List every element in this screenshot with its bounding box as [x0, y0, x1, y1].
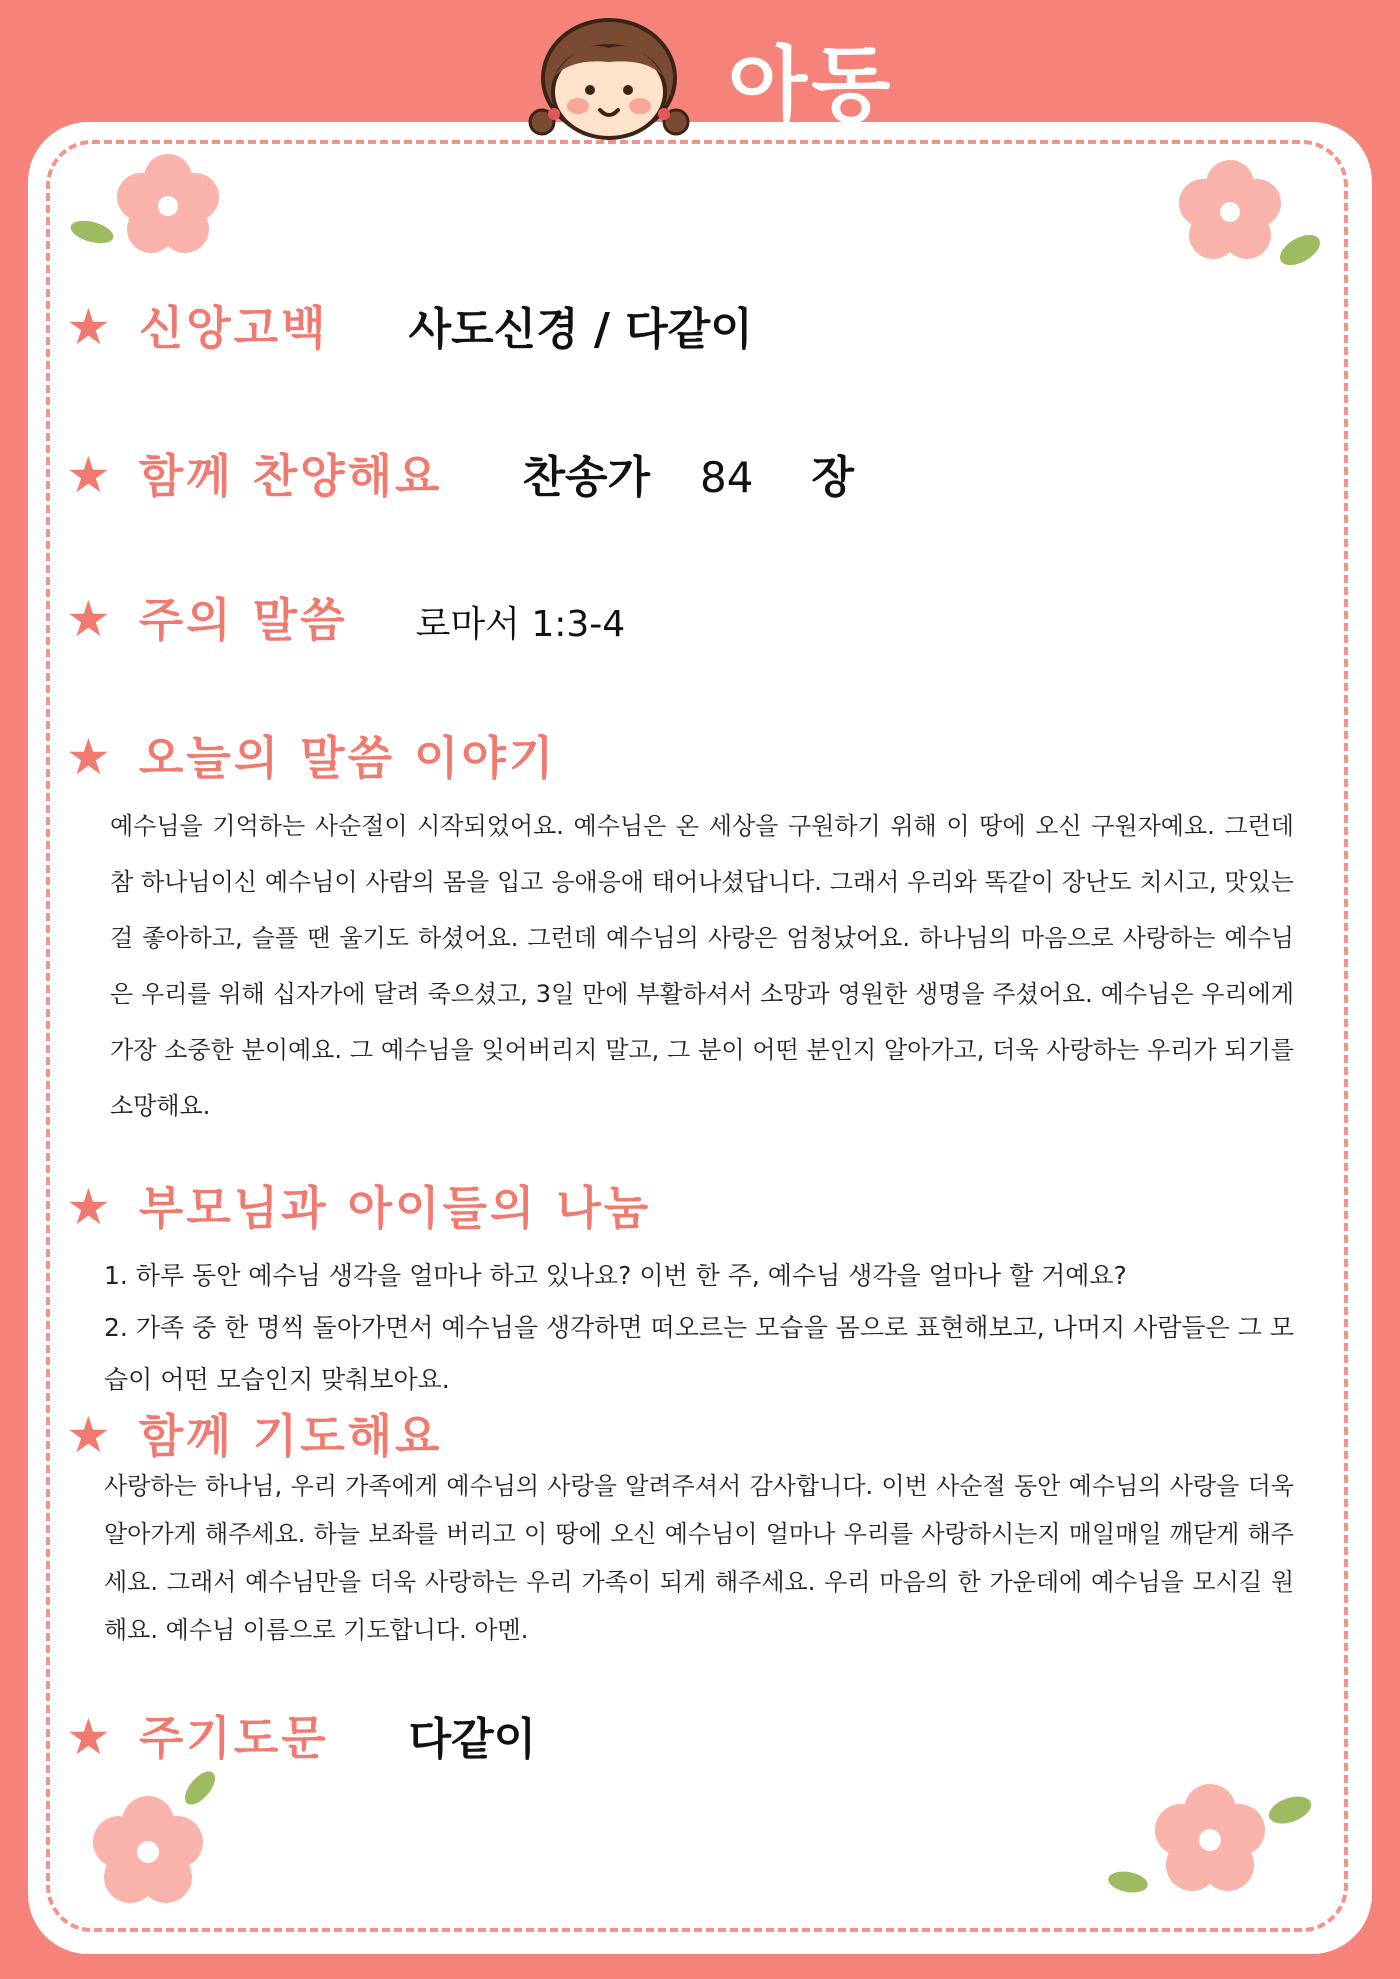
star-icon: ★: [66, 298, 111, 356]
section-praise: [66, 440, 854, 506]
section-creed: [66, 292, 753, 358]
section-scripture: [66, 584, 625, 650]
flower-icon: [1168, 150, 1328, 270]
prayer-text: 사랑하는 하나님, 우리 가족에게 예수님의 사랑을 알려주셔서 감사합니다. 이번 사순절 동안 예수님의 사랑을 더욱 알아가게 해주세요. 하늘 보좌를 버리고 이 땅에 오신 예수님이 얼마나 우리를 사랑하시는지 매일매일 깨닫게 해주세요. 그래서 예수님만을 더욱 사랑하는 우리 가족이 되게 해주세요. 우리 마음의 한 가운데에 예수님을 모시길 원해요. 예수님 이름으로 기도합니다. 아멘.: [104, 1472, 1294, 1644]
section-story: [66, 722, 556, 788]
header-title: 아동: [728, 38, 895, 133]
star-icon: ★: [66, 590, 111, 648]
hymn-number: 84: [699, 453, 754, 502]
section-lordsprayer: [66, 1702, 536, 1768]
star-icon: ★: [66, 1708, 111, 1766]
creed-value: 사도신경 / 다같이: [408, 304, 753, 355]
flower-icon: [66, 150, 226, 260]
star-icon: ★: [66, 728, 111, 786]
lordsprayer-value: 다같이: [408, 1714, 537, 1765]
creed-label: 신앙고백: [138, 301, 329, 355]
list-item: 1. 하루 동안 예수님 생각을 얼마나 하고 있나요? 이번 한 주, 예수님 생각을 얼마나 할 거예요?: [104, 1261, 1127, 1290]
sharing-label: 부모님과 아이들의 나눔: [138, 1181, 652, 1235]
star-icon: ★: [66, 446, 111, 504]
prayer-label: 함께 기도해요: [138, 1409, 443, 1463]
scripture-label: 주의 말씀: [138, 593, 348, 647]
story-label: 오늘의 말씀 이야기: [138, 731, 557, 785]
hymnbook-label: 찬송가: [522, 452, 650, 503]
star-icon: ★: [66, 1178, 111, 1236]
list-item: 2. 가족 중 한 명씩 돌아가면서 예수님을 생각하면 떠오르는 모습을 몸으로 표현해보고, 나머지 사람들은 그 모습이 어떤 모습인지 맞춰보아요.: [104, 1313, 1294, 1394]
lordsprayer-label: 주기도문: [138, 1711, 329, 1765]
flower-icon: [1090, 1770, 1340, 1910]
section-prayer: [66, 1400, 442, 1466]
sharing-list: [104, 1250, 1294, 1406]
scripture-reference: 로마서 1:3-4: [415, 604, 626, 645]
praise-label: 함께 찬양해요: [138, 449, 443, 503]
girl-mascot-icon: [528, 18, 690, 146]
star-icon: ★: [66, 1406, 111, 1464]
story-text: 예수님을 기억하는 사순절이 시작되었어요. 예수님은 온 세상을 구원하기 위해 이 땅에 오신 구원자예요. 그런데 참 하나님이신 예수님이 사람의 몸을 입고 응애응애 태어나셨답니다. 그래서 우리와 똑같이 장난도 치시고, 맛있는걸 좋아하고, 슬플 땐 울기도 하셨어요. 그런데 예수님의 사랑은 엄청났어요. 하나님의 마음으로 사랑하는 예수님은 우리를 위해 십자가에 달려 죽으셨고, 3일 만에 부활하셔서 소망과 영원한 생명을 주셨어요. 예수님은 우리에게 가장 소중한 분이예요. 그 예수님을 잊어버리지 말고, 그 분이 어떤 분인지 알아가고, 더욱 사랑하는 우리가 되기를 소망해요.: [110, 812, 1294, 1120]
flower-icon: [80, 1766, 240, 1906]
hymn-unit: 장: [811, 452, 854, 503]
section-sharing: [66, 1172, 651, 1238]
